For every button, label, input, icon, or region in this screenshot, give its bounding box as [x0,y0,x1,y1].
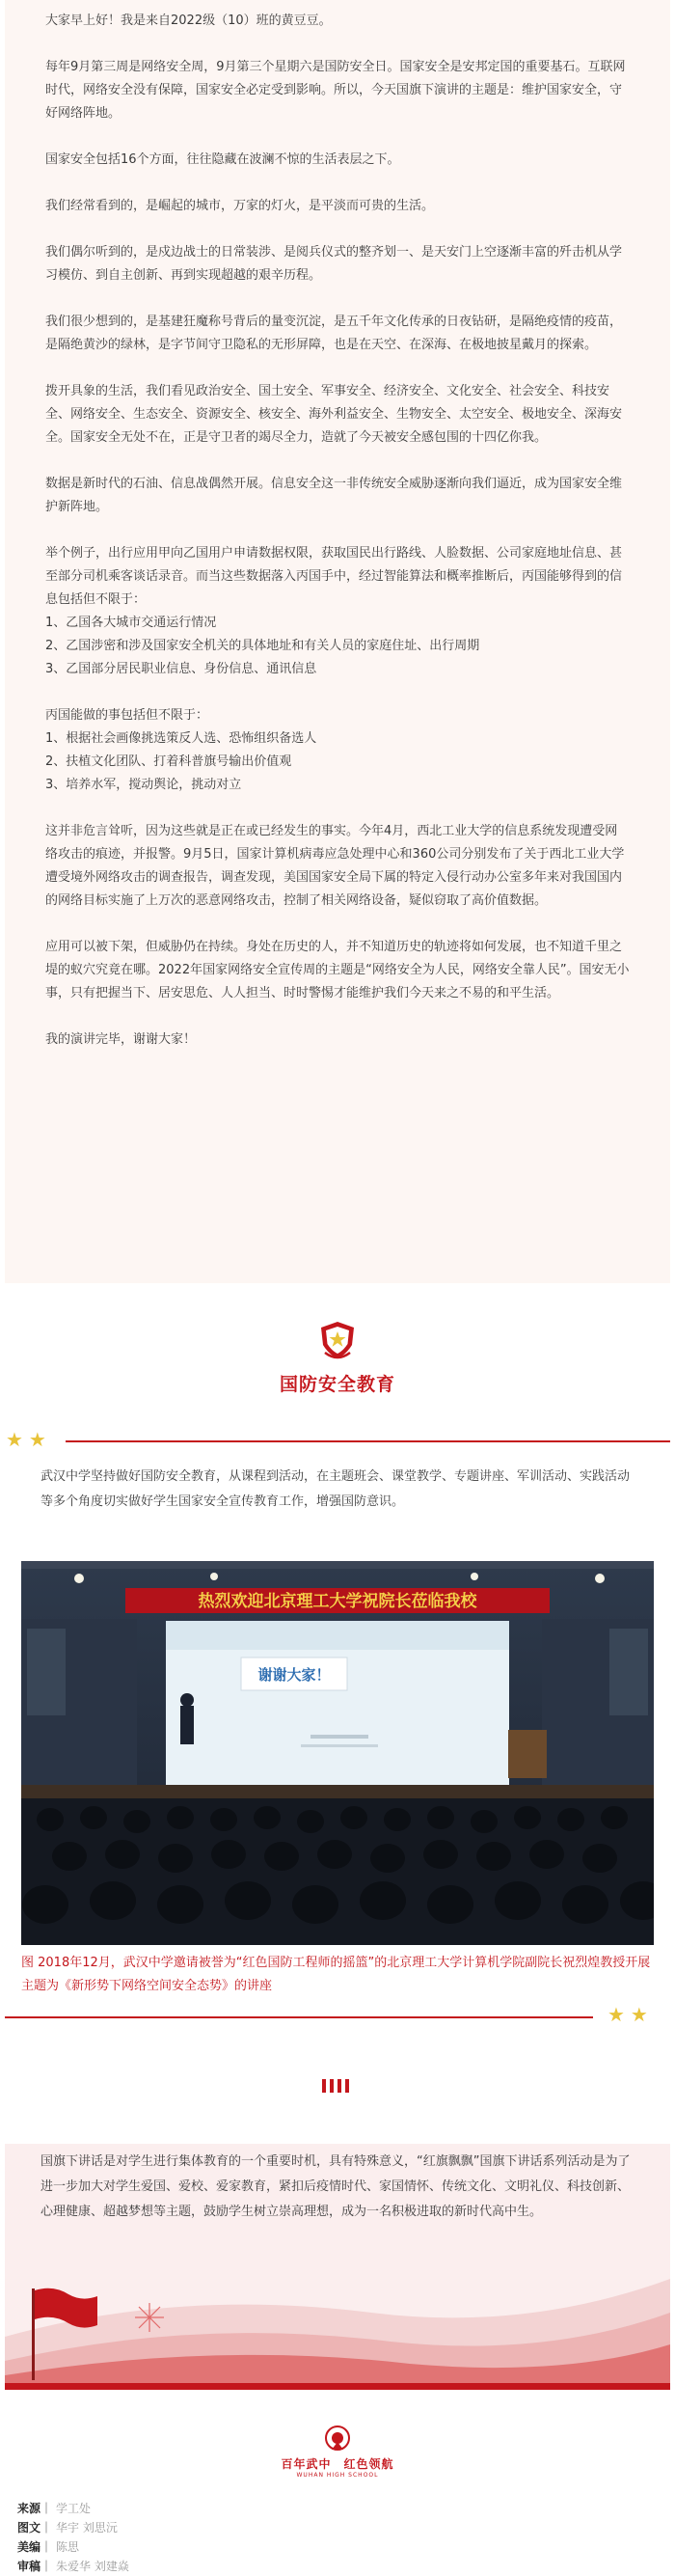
speech-paragraph: 应用可以被下架，但威胁仍在持续。身处在历史的人，并不知道历史的轨迹将如何发展，也不知道千里之堤的蚁穴究竟在哪。2022年国家网络安全宣传周的主题是“网络安全为人民，网络安全靠人民”。国安无小事，只有把握当下、居安思危、人人担当、时时警惕才能维护我们今天来之不易的和平生活。 [45,940,630,1000]
star-decoration-icon: ★★ [6,1428,52,1451]
credit-key: 图文 [17,2521,41,2535]
speech-paragraph: 每年9月第三周是网络安全周，9月第三个星期六是国防安全日。国家安全是安邦定国的重要基石。互联网时代，网络安全没有保障，国家安全必定受到影响。所以，今天国旗下演讲的主题是：维护国家安全，守好网络阵地。 [45,60,626,121]
banner-text: 热烈欢迎北京理工大学祝院长莅临我校 [198,1592,477,1611]
screen-text: 谢谢大家！ [257,1666,331,1684]
bars-divider-icon [318,2077,357,2095]
list-item: 1、根据社会画像挑选策反人选、恐怖组织备选人 [45,731,317,746]
credit-value: 朱爱华 刘建焱 [56,2560,129,2573]
school-slogan: 百年武中 红色领航 [281,2457,394,2471]
red-divider [5,2016,593,2018]
lecture-photo [21,1561,654,1945]
credit-value: 陈思 [56,2540,80,2554]
speech-paragraph: 我们经常看到的，是崛起的城市，万家的灯火，是平淡而可贵的生活。 [45,199,435,213]
list-item: 1、乙国各大城市交通运行情况 [45,616,217,630]
list-item: 2、扶植文化团队、打着科普旗号输出价值观 [45,754,292,769]
credit-row: 审稿｜ 朱爱华 刘建焱 [17,2560,129,2573]
speech-section [5,0,670,1283]
speech-paragraph: 我们很少想到的，是基建狂魔称号背后的量变沉淀，是五千年文化传承的日夜钻研，是隔绝疫情的疫苗，是隔绝黄沙的绿林，是字节间守卫隐私的无形屏障，也是在天空、在深海、在极地披星戴月的探索。 [45,315,623,352]
credit-row: 来源｜ 学工处 [17,2502,92,2515]
photo-caption: 图 2018年12月，武汉中学邀请被誉为“红色国防工程师的摇篮”的北京理工大学计算机学院副院长祝烈煌教授开展主题为《新形势下网络空间安全态势》的讲座 [21,1956,651,1993]
list-intro: 丙国能做的事包括但不限于： [45,708,209,723]
closing-text: 国旗下讲话是对学生进行集体教育的一个重要时机，具有特殊意义，“红旗飘飘”国旗下讲话系列活动是为了进一步加大对学生爱国、爱校、爱家教育，紧扣后疫情时代、家国情怀、传统文化、文明礼仪、科技创新、心理健康、超越梦想等主题，鼓励学生树立崇高理想，成为一名积极进取的新时代高中生。 [40,2154,631,2219]
speech-paragraph: 这并非危言耸听，因为这些就是正在或已经发生的事实。今年4月，西北工业大学的信息系统发现遭受网络攻击的痕迹，并报警。9月5日，国家计算机病毒应急处理中心和360公司分别发布了关于西北工业大学遭受境外网络攻击的调查报告，调查发现，美国国家安全局下属的特定入侵行动办公室多年来对我国国内的网络目标实施了上万次的恶意网络攻击，控制了相关网络设备，疑似窃取了高价值数据。 [45,824,625,908]
red-divider [66,1440,670,1442]
credit-value: 华宇 刘思沅 [56,2521,118,2535]
section-intro: 武汉中学坚持做好国防安全教育，从课程到活动，在主题班会、课堂教学、专题讲座、军训活动、实践活动等多个角度切实做好学生国家安全宣传教育工作，增强国防意识。 [40,1469,631,1509]
speech-paragraph: 数据是新时代的石油、信息战偶然开展。信息安全这一非传统安全威胁逐渐向我们逼近，成为国家安全维护新阵地。 [45,477,623,514]
speech-paragraph: 拨开具象的生活，我们看见政治安全、国土安全、军事安全、经济安全、文化安全、社会安全、科技安全、网络安全、生态安全、资源安全、核安全、海外利益安全、生物安全、太空安全、极地安全、深海安全。国家安全无处不在，正是守卫者的竭尽全力，造就了今天被安全感包围的十四亿你我。 [45,384,623,445]
speech-paragraph: 国家安全包括16个方面，往往隐藏在波澜不惊的生活表层之下。 [45,152,400,167]
school-logo [0,2425,675,2479]
school-subtitle: WUHAN HIGH SCHOOL [296,2472,379,2479]
section-title: 国防安全教育 [279,1374,395,1395]
list-item: 3、培养水军，搅动舆论，挑动对立 [45,778,242,792]
credit-row: 美编｜ 陈思 [17,2540,80,2554]
credits [17,2499,403,2576]
speech-paragraph: 我们偶尔听到的，是戍边战士的日常装涉、是阅兵仪式的整齐划一、是天安门上空逐渐丰富的歼击机从学习模仿、到自主创新、再到实现超越的艰辛历程。 [45,245,623,283]
speech-paragraph: 大家早上好！我是来自2022级（10）班的黄豆豆。 [45,14,332,28]
list-item: 2、乙国涉密和涉及国家安全机关的具体地址和有关人员的家庭住址、出行周期 [45,639,480,653]
credit-row: 图文｜ 华宇 刘思沅 [17,2521,118,2535]
emblem-container [0,1320,675,1364]
credit-key: 来源 [17,2502,41,2515]
credit-value: 学工处 [56,2502,92,2515]
speech-paragraph: 举个例子，出行应用甲向乙国用户申请数据权限，获取国民出行路线、人脸数据、公司家庭地址信息、甚至部分司机乘客谈话录音。而当这些数据落入丙国手中，经过智能算法和概率推断后，丙国能够得到的信息包括但不限于： [45,546,623,607]
star-decoration-icon: ★★ [608,2003,654,2026]
list-item: 3、乙国部分居民职业信息、身份信息、通讯信息 [45,662,317,676]
credit-key: 美编 [17,2540,41,2554]
speech-paragraph: 我的演讲完毕，谢谢大家！ [45,1032,197,1047]
school-emblem-icon [321,2425,354,2452]
credit-key: 审稿 [17,2560,41,2573]
defense-emblem-icon [317,1320,358,1360]
